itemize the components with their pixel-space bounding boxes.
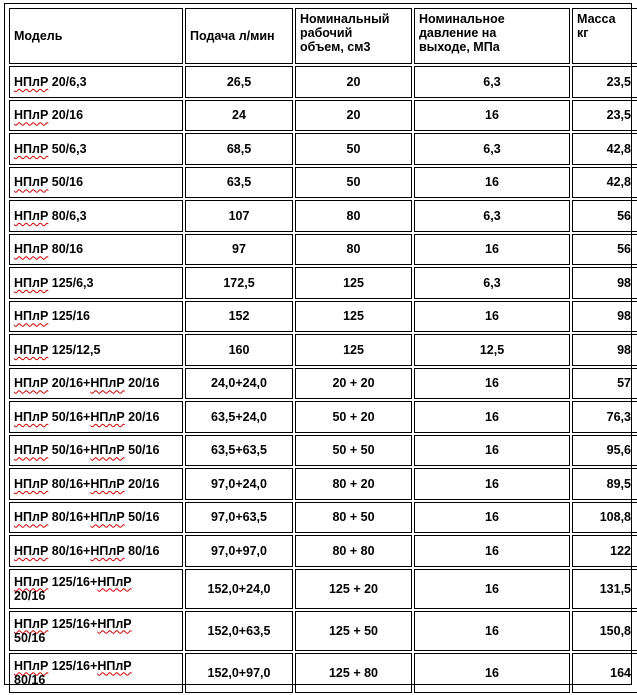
header-volume: Номинальный рабочий объем, см3: [295, 8, 412, 64]
cell-mass: 131,5: [572, 569, 637, 609]
model-code-a: 20/16: [51, 108, 84, 123]
model-prefix: НПлР: [14, 409, 49, 424]
cell-pressure: 16: [414, 100, 570, 132]
cell-flow: 24: [185, 100, 293, 132]
model-prefix: НПлР: [14, 658, 49, 673]
model-code-b: 20/16: [128, 376, 160, 391]
header-mass: Масса кг: [572, 8, 637, 64]
cell-model: [9, 301, 183, 333]
cell-model: [9, 66, 183, 98]
model-prefix: НПлР: [90, 476, 125, 491]
table-row: [9, 167, 637, 199]
cell-volume: 125 + 20: [295, 569, 412, 609]
model-code-b: 50/16: [128, 443, 160, 458]
cell-pressure: 16: [414, 435, 570, 467]
model-code-a: 50/16: [51, 175, 84, 190]
spec-table-frame: [4, 3, 632, 685]
model-prefix: НПлР: [14, 376, 49, 391]
cell-flow: 63,5+24,0: [185, 401, 293, 433]
table-row: [9, 401, 637, 433]
model-code-b: 80/16: [128, 543, 160, 558]
model-prefix: НПлР: [14, 74, 49, 89]
model-prefix: НПлР: [90, 409, 125, 424]
table-row: [9, 200, 637, 232]
model-prefix: НПлР: [14, 108, 49, 123]
header-row: [9, 8, 637, 64]
cell-mass: 150,8: [572, 611, 637, 651]
model-code-b: 20/16: [128, 476, 160, 491]
model-prefix: НПлР: [14, 208, 49, 223]
cell-model: [9, 334, 183, 366]
cell-volume: 80: [295, 234, 412, 266]
cell-pressure: 6,3: [414, 200, 570, 232]
model-prefix: НПлР: [97, 616, 132, 631]
cell-volume: 20 + 20: [295, 368, 412, 400]
model-prefix: НПлР: [14, 510, 49, 525]
model-code-c: 80/16: [14, 672, 46, 687]
cell-flow: 68,5: [185, 133, 293, 165]
cell-pressure: 16: [414, 301, 570, 333]
cell-pressure: 16: [414, 535, 570, 567]
cell-flow: 152,0+24,0: [185, 569, 293, 609]
cell-flow: 24,0+24,0: [185, 368, 293, 400]
cell-mass: 95,6: [572, 435, 637, 467]
cell-mass: 42,8: [572, 133, 637, 165]
model-prefix: НПлР: [14, 342, 49, 357]
cell-model: [9, 368, 183, 400]
cell-model: [9, 200, 183, 232]
cell-pressure: 6,3: [414, 133, 570, 165]
cell-flow: 63,5+63,5: [185, 435, 293, 467]
model-code-a: 20/6,3: [51, 74, 87, 89]
model-code-a: 125/12,5: [51, 342, 101, 357]
cell-flow: 63,5: [185, 167, 293, 199]
spec-table: [7, 6, 637, 695]
cell-flow: 97: [185, 234, 293, 266]
cell-model: [9, 435, 183, 467]
model-prefix: НПлР: [97, 574, 132, 589]
cell-mass: 23,5: [572, 100, 637, 132]
model-code-a: 80/16: [51, 242, 84, 257]
cell-volume: 50: [295, 133, 412, 165]
cell-mass: 56: [572, 200, 637, 232]
model-code-a: 80/16+: [51, 543, 91, 558]
cell-mass: 98: [572, 334, 637, 366]
cell-model: [9, 611, 183, 651]
cell-pressure: 12,5: [414, 334, 570, 366]
cell-mass: 89,5: [572, 468, 637, 500]
cell-pressure: 16: [414, 569, 570, 609]
cell-volume: 20: [295, 66, 412, 98]
table-row: [9, 653, 637, 693]
cell-model: [9, 401, 183, 433]
cell-volume: 80 + 50: [295, 502, 412, 534]
model-prefix: НПлР: [90, 510, 125, 525]
cell-flow: 152,0+97,0: [185, 653, 293, 693]
cell-model: [9, 100, 183, 132]
model-code-a: 50/16+: [51, 443, 91, 458]
model-code-a: 125/16+: [51, 658, 98, 673]
cell-mass: 122: [572, 535, 637, 567]
model-prefix: НПлР: [14, 476, 49, 491]
table-row: [9, 66, 637, 98]
cell-volume: 125: [295, 334, 412, 366]
cell-volume: 80 + 20: [295, 468, 412, 500]
cell-model: [9, 653, 183, 693]
cell-volume: 20: [295, 100, 412, 132]
table-row: [9, 502, 637, 534]
cell-pressure: 16: [414, 234, 570, 266]
table-row: [9, 234, 637, 266]
table-row: [9, 611, 637, 651]
cell-volume: 50 + 20: [295, 401, 412, 433]
model-prefix: НПлР: [90, 543, 125, 558]
cell-pressure: 6,3: [414, 66, 570, 98]
cell-volume: 125: [295, 267, 412, 299]
model-code-a: 125/16+: [51, 616, 98, 631]
cell-volume: 125: [295, 301, 412, 333]
cell-model: [9, 535, 183, 567]
table-row: [9, 535, 637, 567]
cell-volume: 125 + 80: [295, 653, 412, 693]
cell-pressure: 16: [414, 611, 570, 651]
cell-model: [9, 468, 183, 500]
cell-flow: 97,0+63,5: [185, 502, 293, 534]
cell-volume: 50 + 50: [295, 435, 412, 467]
table-row: [9, 435, 637, 467]
table-row: [9, 133, 637, 165]
cell-mass: 23,5: [572, 66, 637, 98]
table-row: [9, 368, 637, 400]
cell-flow: 107: [185, 200, 293, 232]
cell-model: [9, 234, 183, 266]
cell-volume: 125 + 50: [295, 611, 412, 651]
cell-pressure: 16: [414, 368, 570, 400]
model-prefix: НПлР: [14, 443, 49, 458]
table-row: [9, 569, 637, 609]
model-code-a: 125/6,3: [51, 275, 94, 290]
cell-model: [9, 133, 183, 165]
model-prefix: НПлР: [14, 574, 49, 589]
cell-flow: 152: [185, 301, 293, 333]
cell-pressure: 16: [414, 401, 570, 433]
cell-mass: 57: [572, 368, 637, 400]
model-prefix: НПлР: [14, 175, 49, 190]
model-code-a: 125/16: [51, 309, 91, 324]
cell-volume: 80: [295, 200, 412, 232]
table-row: [9, 301, 637, 333]
table-row: [9, 468, 637, 500]
model-code-a: 50/16+: [51, 409, 91, 424]
model-prefix: НПлР: [14, 242, 49, 257]
cell-model: [9, 167, 183, 199]
cell-pressure: 16: [414, 468, 570, 500]
model-code-a: 80/16+: [51, 476, 91, 491]
cell-model: [9, 569, 183, 609]
model-code-a: 20/16+: [51, 376, 91, 391]
table-row: [9, 267, 637, 299]
cell-mass: 56: [572, 234, 637, 266]
cell-pressure: 16: [414, 653, 570, 693]
model-code-a: 80/16+: [51, 510, 91, 525]
cell-flow: 152,0+63,5: [185, 611, 293, 651]
model-prefix: НПлР: [14, 309, 49, 324]
header-pressure: Номинальное давление на выходе, МПа: [414, 8, 570, 64]
cell-flow: 97,0+97,0: [185, 535, 293, 567]
cell-mass: 98: [572, 301, 637, 333]
model-prefix: НПлР: [14, 141, 49, 156]
model-prefix: НПлР: [14, 616, 49, 631]
model-prefix: НПлР: [14, 543, 49, 558]
table-body: [9, 66, 637, 693]
model-code-c: 20/16: [14, 588, 46, 603]
cell-mass: 108,8: [572, 502, 637, 534]
table-row: [9, 334, 637, 366]
header-flow: Подача л/мин: [185, 8, 293, 64]
model-code-c: 50/16: [14, 630, 46, 645]
cell-flow: 97,0+24,0: [185, 468, 293, 500]
cell-mass: 42,8: [572, 167, 637, 199]
cell-pressure: 16: [414, 502, 570, 534]
model-prefix: НПлР: [90, 376, 125, 391]
cell-model: [9, 502, 183, 534]
cell-volume: 80 + 80: [295, 535, 412, 567]
cell-pressure: 16: [414, 167, 570, 199]
model-code-b: 20/16: [128, 409, 160, 424]
table-row: [9, 100, 637, 132]
model-code-b: 50/16: [128, 510, 160, 525]
cell-flow: 26,5: [185, 66, 293, 98]
header-model: Модель: [9, 8, 183, 64]
cell-model: [9, 267, 183, 299]
cell-flow: 172,5: [185, 267, 293, 299]
cell-mass: 76,3: [572, 401, 637, 433]
model-code-a: 80/6,3: [51, 208, 87, 223]
model-code-a: 50/6,3: [51, 141, 87, 156]
model-code-a: 125/16+: [51, 574, 98, 589]
model-prefix: НПлР: [14, 275, 49, 290]
cell-flow: 160: [185, 334, 293, 366]
cell-mass: 164: [572, 653, 637, 693]
cell-mass: 98: [572, 267, 637, 299]
cell-pressure: 6,3: [414, 267, 570, 299]
model-prefix: НПлР: [90, 443, 125, 458]
model-prefix: НПлР: [97, 658, 132, 673]
cell-volume: 50: [295, 167, 412, 199]
